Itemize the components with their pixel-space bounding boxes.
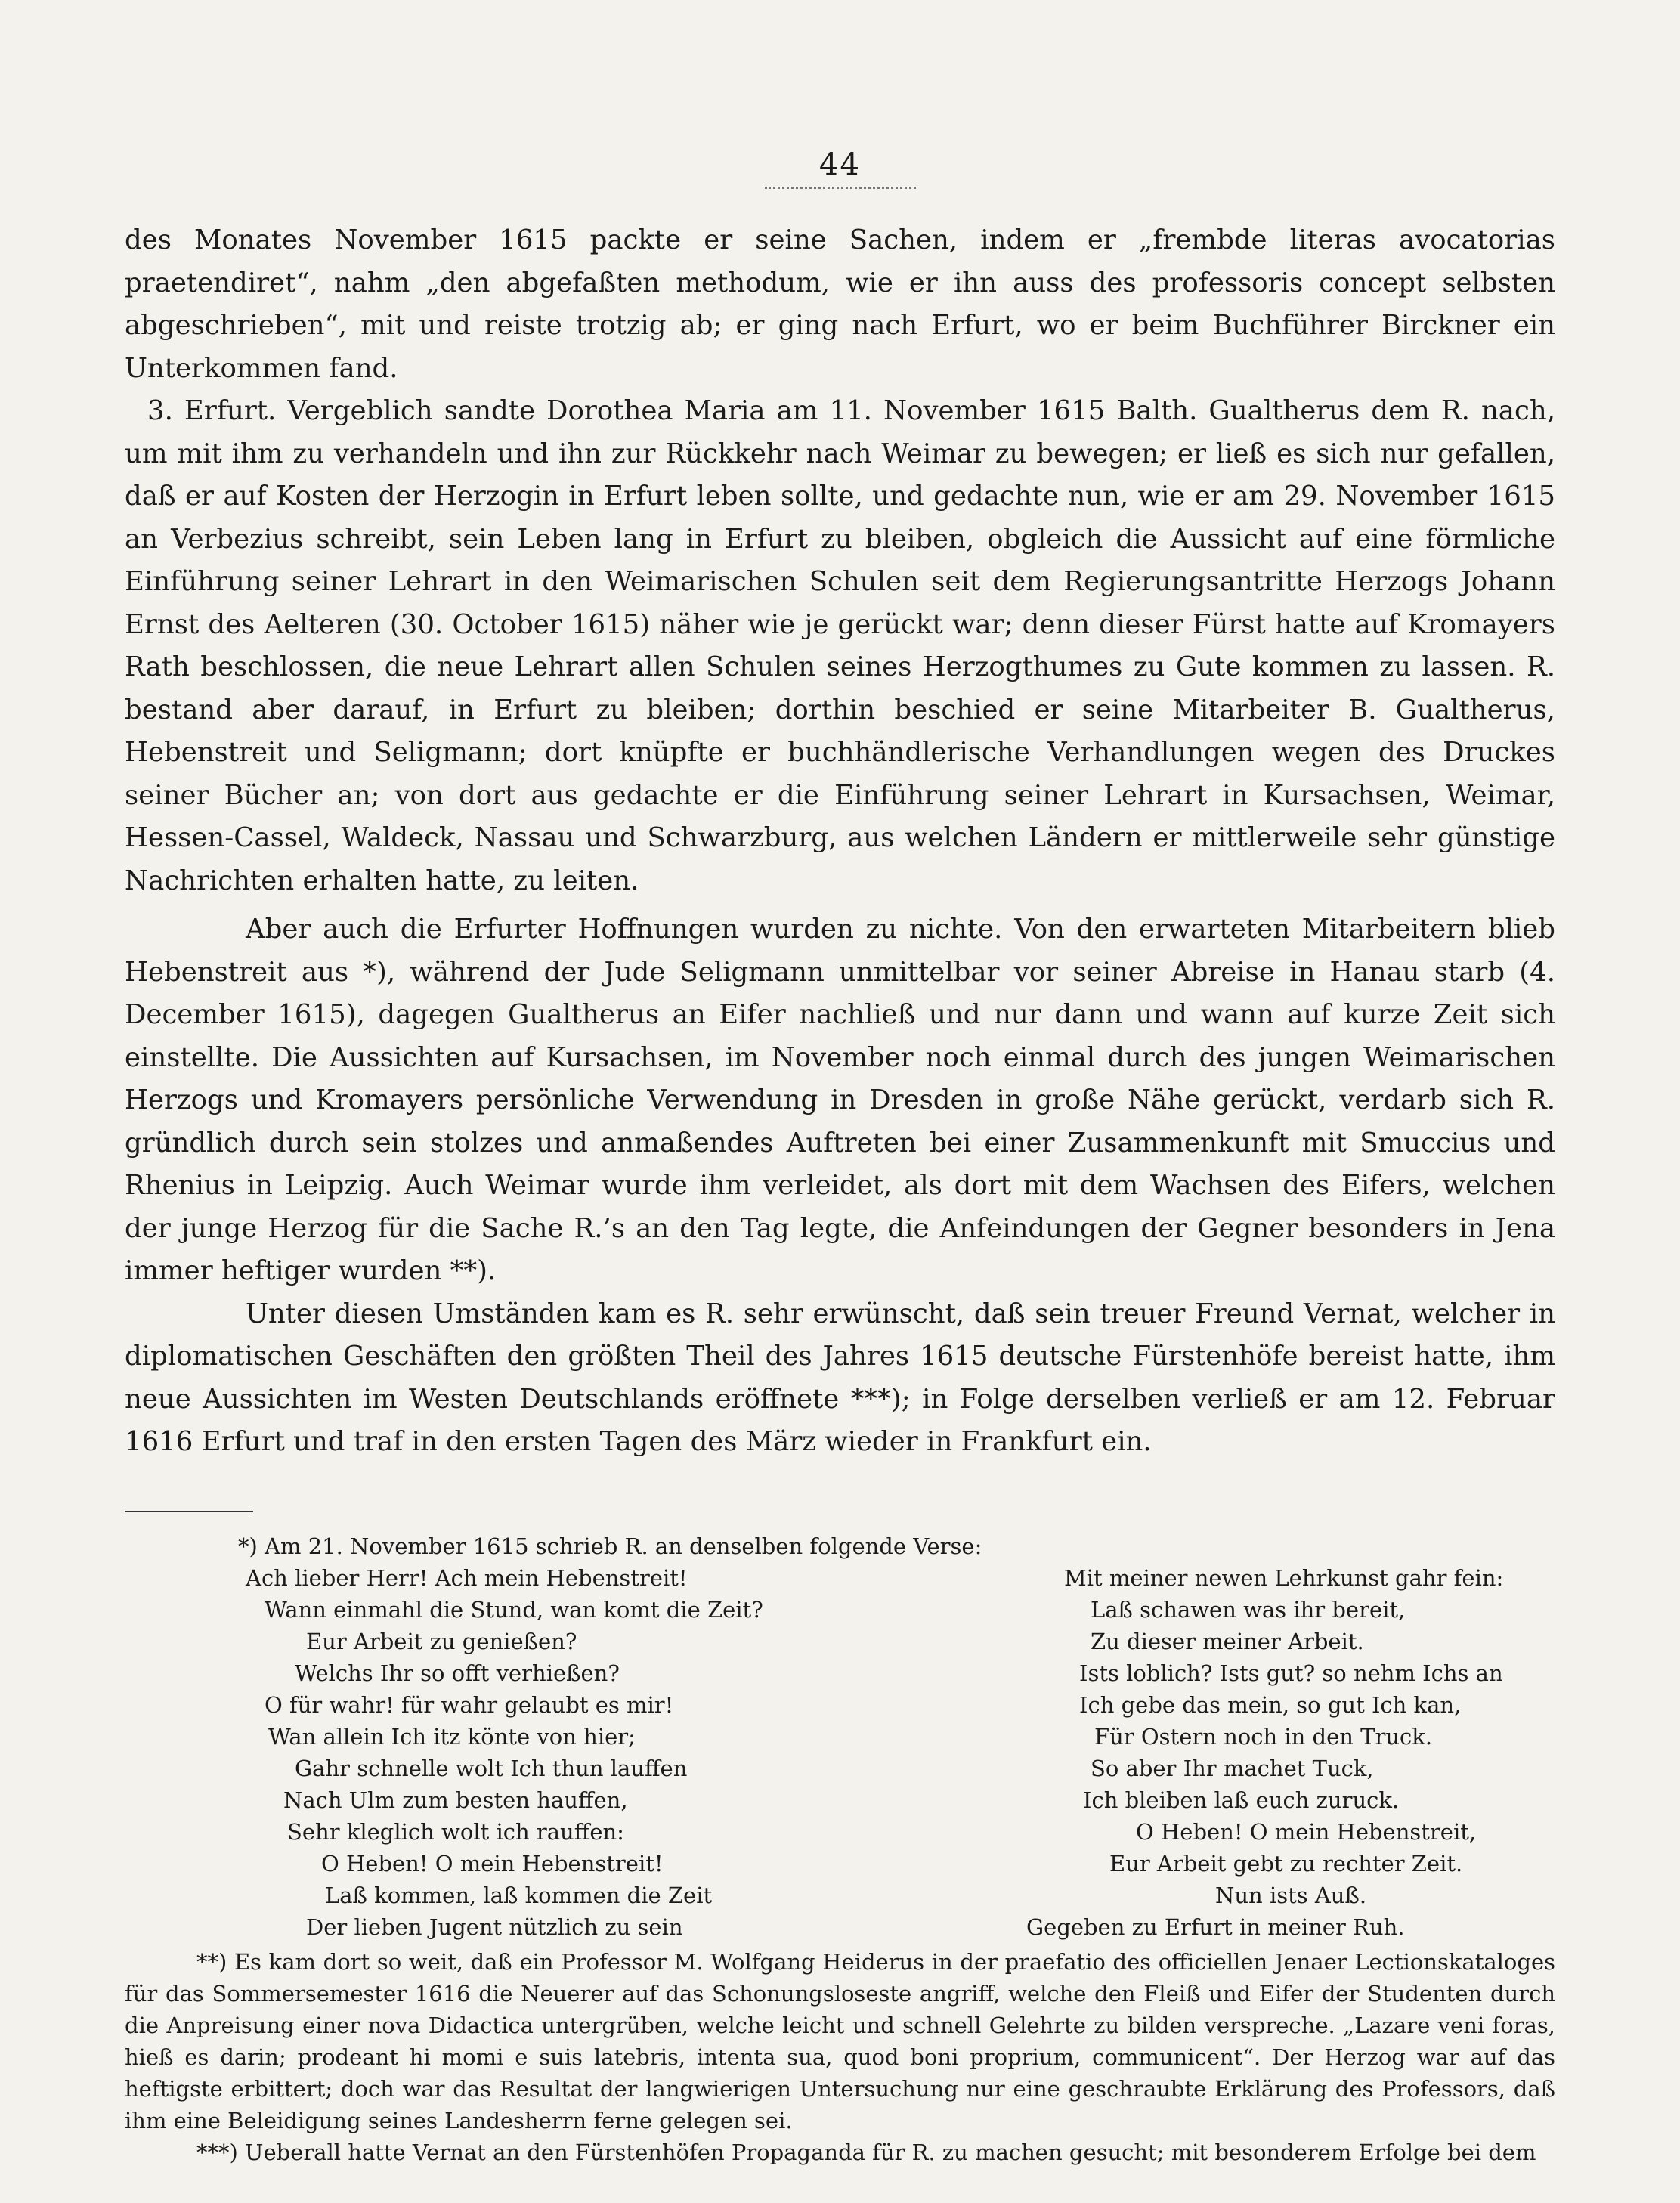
poem-line: Eur Arbeit gebt zu rechter Zeit. <box>1109 1850 1463 1877</box>
paragraph: Unter diesen Umständen kam es R. sehr erwünscht, daß sein treuer Freund Vernat, welcher in diplomatischen Geschäften den größten Theil des Jahres 1615 deutsche Fürstenhöfe bereist hatte, ihm neue Aussichten im Westen Deutschlands eröffnete ***); in Folge derselben verließ er am 12. Februar 1616 Erfurt und traf in den ersten Tagen des März wieder in Frankfurt ein. <box>125 1298 1555 1457</box>
poem-line: Ists loblich? Ists gut? so nehm Ichs an <box>1079 1660 1503 1686</box>
poem-line: O für wahr! für wahr gelaubt es mir! <box>265 1691 674 1718</box>
poem-line: Mit meiner newen Lehrkunst gahr fein: <box>1064 1564 1504 1591</box>
poem-line: Ich bleiben laß euch zuruck. <box>1083 1787 1400 1813</box>
poem-line: Zu dieser meiner Arbeit. <box>1091 1628 1364 1654</box>
poem-line: O Heben! O mein Hebenstreit, <box>1136 1818 1477 1845</box>
poem-line: Nach Ulm zum besten hauffen, <box>283 1787 628 1813</box>
poem-line: O Heben! O mein Hebenstreit! <box>321 1850 664 1877</box>
page-number: 44 <box>819 147 861 182</box>
poem-line: Nun ists Auß. <box>1215 1882 1367 1908</box>
poem-line: Laß schawen was ihr bereit, <box>1091 1596 1406 1623</box>
poem-line: Sehr kleglich wolt ich rauffen: <box>287 1818 624 1845</box>
main-text <box>125 219 1555 1464</box>
footnotes <box>125 1530 1555 2168</box>
poem-line: Laß kommen, laß kommen die Zeit <box>325 1882 713 1908</box>
poem-left-column <box>125 1562 880 1943</box>
paragraph: Aber auch die Erfurter Hoffnungen wurden zu nichte. Von den erwarteten Mitarbeitern blieb Hebenstreit aus *), während der Jude Seligmann unmittelbar vor seiner Abreise in Hanau starb (4. December 1615), dagegen Gualtherus an Eifer nachließ und nur dann und wann auf kurze Zeit sich einstellte. Die Aussichten auf Kursachsen, im November noch einmal durch des jungen Weimarischen Herzogs und Kromayers persönliche Verwendung in Dresden in große Nähe gerückt, verdarb sich R. gründlich durch sein stolzes und anmaßendes Auftreten bei einer Zusammenkunft mit Smuccius und Rhenius in Leipzig. Auch Weimar wurde ihm verleidet, als dort mit dem Wachsen des Eifers, welchen der junge Herzog für die Sache R.’s an den Tag legte, die Anfeindungen der Gegner besonders in Jena immer heftiger wurden **). <box>125 914 1555 1286</box>
poem-line: Ich gebe das mein, so gut Ich kan, <box>1079 1691 1462 1718</box>
poem-line: So aber Ihr machet Tuck, <box>1091 1755 1374 1781</box>
poem-line: Gegeben zu Erfurt in meiner Ruh. <box>1026 1914 1405 1940</box>
page <box>125 147 1555 2180</box>
poem-line: Gahr schnelle wolt Ich thun lauffen <box>295 1755 688 1781</box>
poem-line: Wann einmahl die Stund, wan komt die Zeit? <box>265 1596 763 1623</box>
poem-line: Eur Arbeit zu genießen? <box>306 1628 577 1654</box>
paragraph: 3. Erfurt. Vergeblich sandte Dorothea Maria am 11. November 1615 Balth. Gualtherus dem R. nach, um mit ihm zu verhandeln und ihn zur Rückkehr nach Weimar zu bewegen; er ließ es sich nur gefallen, daß er auf Kosten der Herzogin in Erfurt leben sollte, und gedachte nun, wie er am 29. November 1615 an Verbezius schreibt, sein Leben lang in Erfurt zu bleiben, obgleich die Aussicht auf eine förmliche Einführung seiner Lehrart in den Weimarischen Schulen seit dem Regierungsantritte Herzogs Johann Ernst des Aelteren (30. October 1615) näher wie je gerückt war; denn dieser Fürst hatte auf Kromayers Rath beschlossen, die neue Lehrart allen Schulen seines Herzogthumes zu Gute kommen zu lassen. R. bestand aber darauf, in Erfurt zu bleiben; dorthin beschied er seine Mitarbeiter B. Gualtherus, Hebenstreit und Seligmann; dort knüpfte er buchhändlerische Verhandlungen wegen des Druckes seiner Bücher an; von dort aus gedachte er die Einführung seiner Lehrart in Kursachsen, Weimar, Hessen-Cassel, Waldeck, Nassau und Schwarzburg, aus welchen Ländern er mittlerweile sehr günstige Nachrichten erhalten hatte, zu leiten. <box>125 395 1555 896</box>
poem-line: Welchs Ihr so offt verhießen? <box>295 1660 620 1686</box>
footnote: **) Es kam dort so weit, daß ein Professor M. Wolfgang Heiderus in der praefatio des officiellen Jenaer Lectionskataloges für das Sommersemester 1616 die Neuerer auf das Schonungsloseste angriff, welche den Fleiß und Eifer der Studenten durch die Anpreisung einer nova Didactica untergrüben, welche leicht und schnell Gelehrte zu bilden verspreche. „Lazare veni foras, hieß es darin; prodeant hi momi e suis latebris, intenta sua, quod boni proprium, communicent“. Der Herzog war auf das heftigste erbittert; doch war das Resultat der langwierigen Untersuchung nur eine geschraubte Erklärung des Professors, daß ihm eine Beleidigung seines Landesherrn ferne gelegen sei. <box>125 1948 1555 2133</box>
poem <box>125 1562 1555 1943</box>
footnote-intro: *) Am 21. November 1615 schrieb R. an denselben folgende Verse: <box>238 1533 982 1559</box>
poem-line: Wan allein Ich itz könte von hier; <box>268 1723 636 1750</box>
paragraph: des Monates November 1615 packte er seine Sachen, indem er „frembde literas avocatorias praetendiret“, nahm „den abgefaßten methodum, wie er ihn auss des professoris concept selbsten abgeschrieben“, mit und reiste trotzig ab; er ging nach Erfurt, wo er beim Buchführer Birckner ein Unterkommen fand. <box>125 224 1555 384</box>
poem-line: Für Ostern noch in den Truck. <box>1094 1723 1433 1750</box>
page-number-ornament <box>765 187 916 189</box>
footnote: ***) Ueberall hatte Vernat an den Fürstenhöfen Propaganda für R. zu machen gesucht; mit besonderem Erfolge bei dem <box>196 2139 1536 2165</box>
footnote-separator <box>125 1511 253 1512</box>
poem-line: Ach lieber Herr! Ach mein Hebenstreit! <box>246 1564 688 1591</box>
poem-line: Der lieben Jugent nützlich zu sein <box>306 1914 683 1940</box>
poem-right-column <box>951 1562 1555 1943</box>
